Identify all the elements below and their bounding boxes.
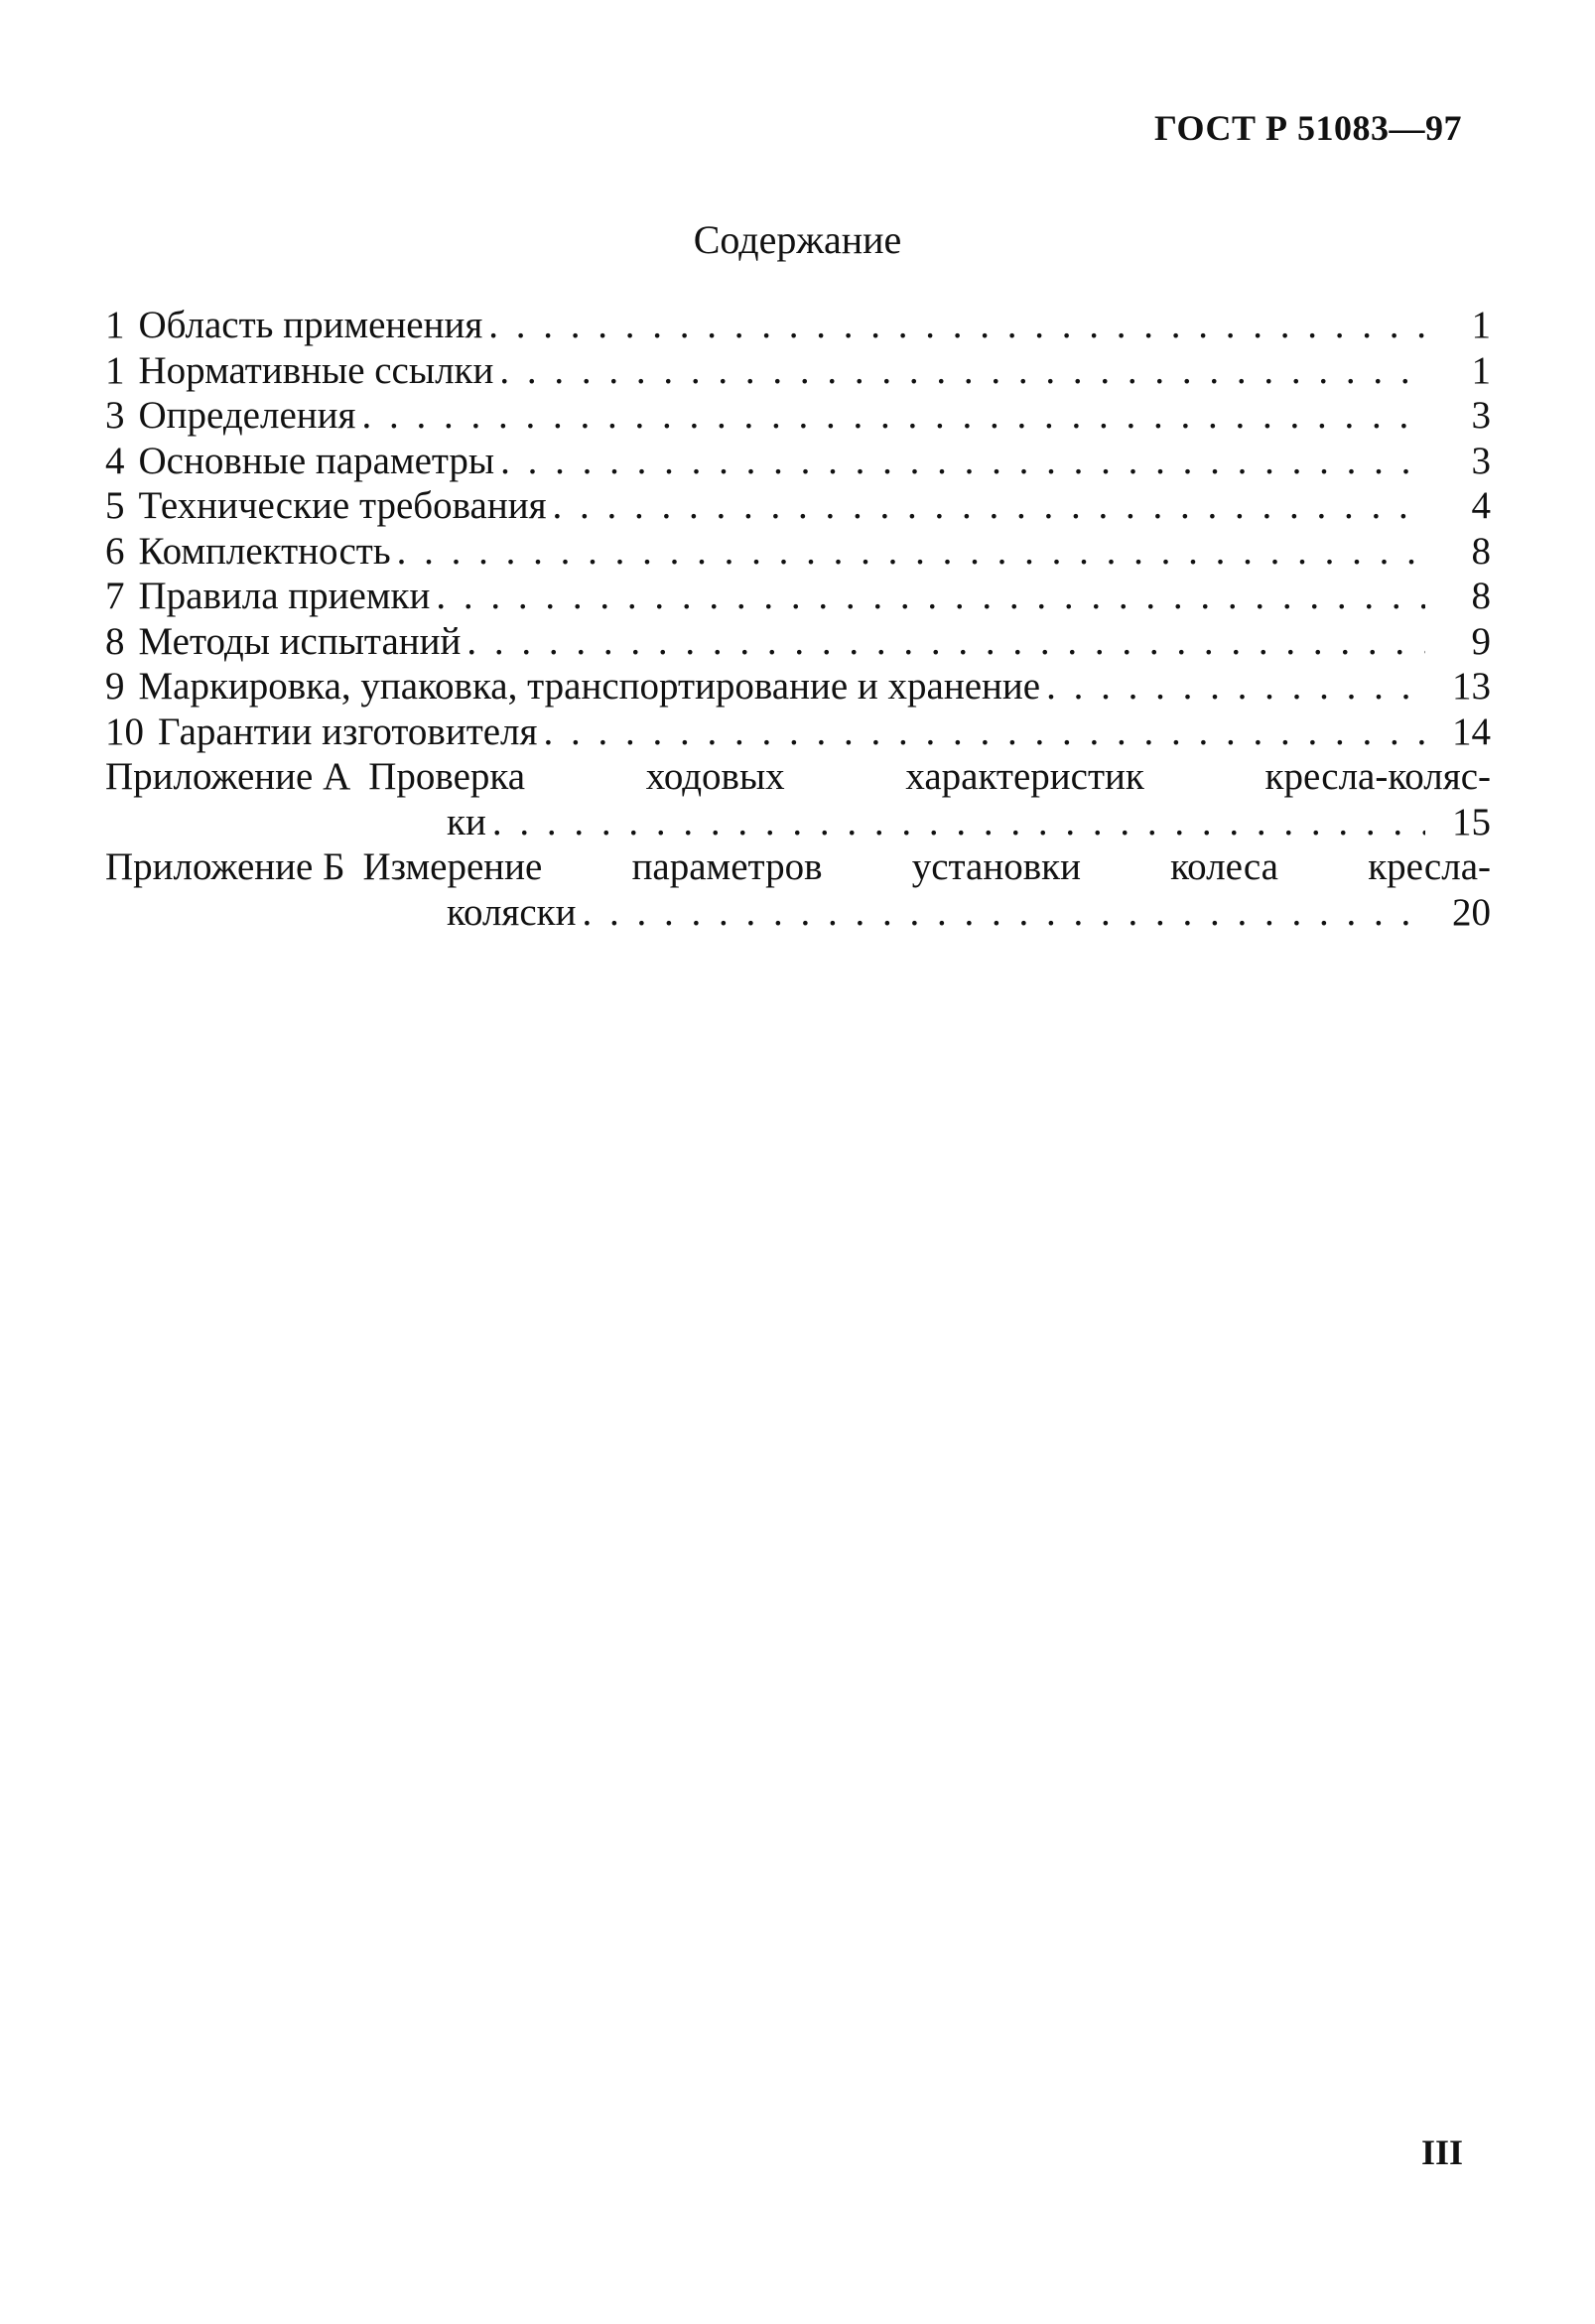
toc-entry-label: Методы испытаний	[138, 619, 462, 663]
toc-entry-label: Область применения	[138, 304, 483, 346]
toc-entry-number: 1	[105, 304, 125, 346]
toc-entry-number: 7	[105, 575, 125, 617]
toc-entry-label: Гарантии изготовителя	[158, 710, 538, 753]
page-number: III	[1420, 2132, 1463, 2172]
dot-leader	[466, 619, 1425, 665]
dot-leader	[492, 800, 1425, 845]
toc-entry-page: 20	[1452, 890, 1491, 934]
toc-entry-page: 15	[1452, 800, 1491, 843]
appendix-prefix: Приложение Б	[105, 845, 345, 888]
toc-entry-page: 8	[1471, 575, 1491, 617]
toc-entry-number: 4	[105, 439, 125, 482]
table-of-contents	[105, 303, 1491, 935]
dot-leader	[488, 303, 1425, 348]
toc-entry-page: 13	[1452, 665, 1491, 708]
toc-entry-label: Технические требования	[138, 484, 547, 527]
toc-entry-number: 9	[105, 665, 125, 708]
appendix-title-line1: Проверка ходовых характеристик кресла-коляс-	[368, 755, 1491, 798]
toc-entry-number: 6	[105, 529, 125, 573]
dot-leader	[436, 574, 1425, 619]
toc-entry[interactable]	[105, 483, 1491, 529]
toc-entry-page: 14	[1452, 710, 1491, 753]
document-code: ГОСТ Р 51083—97	[1154, 108, 1462, 148]
toc-entry-page: 3	[1471, 394, 1491, 437]
toc-entry-page: 3	[1471, 439, 1491, 482]
dot-leader	[397, 529, 1425, 575]
toc-entry-page: 9	[1471, 619, 1491, 663]
toc-entry-number: 8	[105, 619, 125, 663]
dot-leader	[500, 439, 1425, 484]
appendix-prefix: Приложение А	[105, 755, 351, 798]
dot-leader	[543, 710, 1425, 755]
toc-appendix-entry[interactable]	[105, 844, 1491, 935]
toc-entry-number: 10	[105, 710, 144, 753]
dot-leader	[582, 890, 1425, 936]
toc-entry-page: 8	[1471, 529, 1491, 573]
appendix-title-line1: Измерение параметров установки колеса кресла-	[362, 845, 1491, 888]
toc-title: Содержание	[693, 217, 902, 262]
toc-entry-number: 3	[105, 394, 125, 437]
toc-entry-number: 5	[105, 484, 125, 527]
dot-leader	[1046, 664, 1425, 710]
toc-entry[interactable]	[105, 710, 1491, 755]
toc-entry[interactable]	[105, 439, 1491, 484]
appendix-title-line2: коляски	[447, 890, 577, 934]
toc-entry[interactable]	[105, 574, 1491, 619]
dot-leader	[499, 348, 1425, 394]
toc-entry-label: Комплектность	[138, 529, 391, 573]
toc-entry[interactable]	[105, 664, 1491, 710]
toc-entry-page: 1	[1471, 348, 1491, 392]
toc-entry-label: Определения	[138, 394, 356, 437]
toc-entry[interactable]	[105, 619, 1491, 665]
toc-entry-number: 1	[105, 348, 125, 392]
dot-leader	[361, 393, 1425, 439]
toc-entry-label: Правила приемки	[138, 575, 431, 617]
toc-entry-page: 1	[1471, 304, 1491, 346]
appendix-title-line2: ки	[447, 800, 486, 843]
dot-leader	[553, 483, 1425, 529]
toc-entry[interactable]	[105, 393, 1491, 439]
toc-entry-label: Маркировка, упаковка, транспортирование и хранение	[138, 665, 1041, 708]
toc-appendix-entry[interactable]	[105, 754, 1491, 844]
toc-entry-page: 4	[1471, 484, 1491, 527]
toc-entry-label: Нормативные ссылки	[138, 348, 494, 392]
toc-entry[interactable]	[105, 348, 1491, 394]
toc-entry[interactable]	[105, 529, 1491, 575]
toc-entry[interactable]	[105, 303, 1491, 348]
toc-entry-label: Основные параметры	[138, 439, 495, 482]
